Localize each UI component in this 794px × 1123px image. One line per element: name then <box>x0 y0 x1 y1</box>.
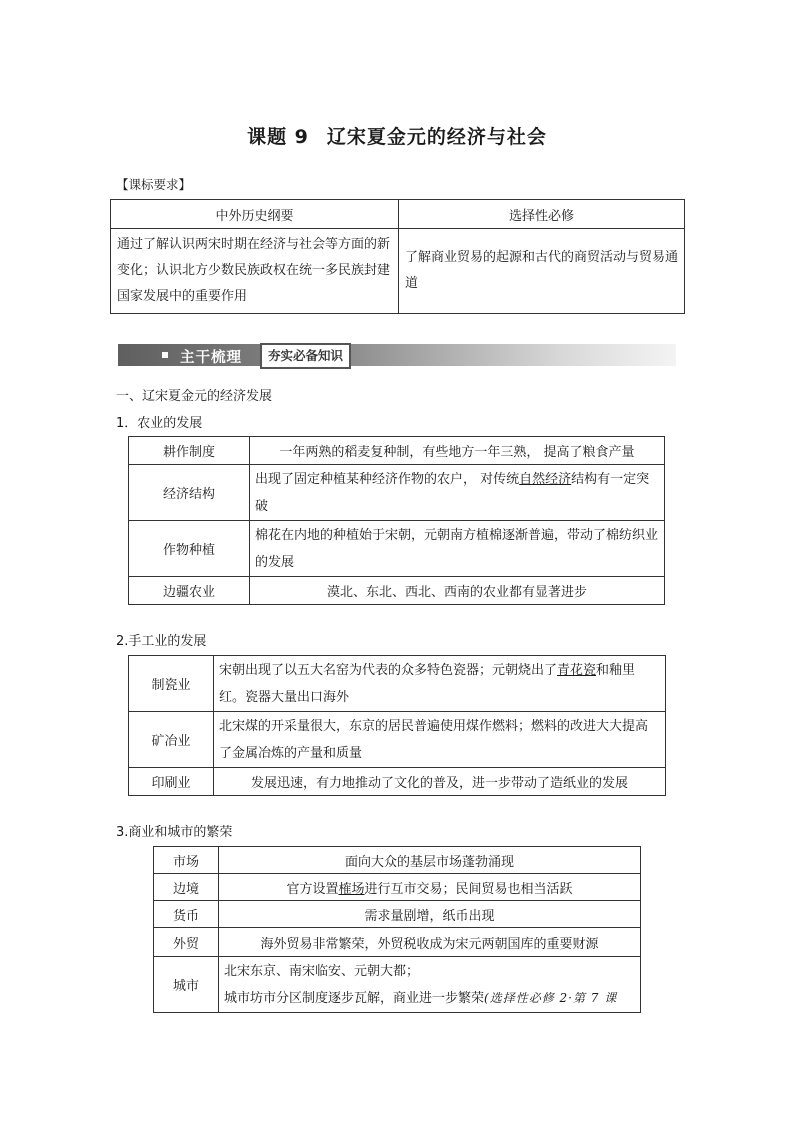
section1-heading: 一、辽宋夏金元的经济发展 <box>116 389 273 404</box>
row-label: 制瓷业 <box>129 656 214 712</box>
table-row <box>129 712 666 768</box>
row-label: 经济结构 <box>129 465 250 521</box>
requirements-label: 【课标要求】 <box>116 177 192 192</box>
agri-table <box>128 436 665 605</box>
table-row <box>129 577 665 605</box>
text-part: 宋朝出现了以五大名窑为代表的众多特色瓷器；元朝烧出了 <box>219 662 558 678</box>
requirements-elective-text: 了解商业贸易的起源和古代的商贸活动与贸易通道 <box>399 229 685 314</box>
row-label: 耕作制度 <box>129 437 250 465</box>
table-row <box>154 901 641 928</box>
table-row <box>129 656 666 712</box>
row-text: 海外贸易非常繁荣，外贸税收成为宋元两朝国库的重要财源 <box>219 928 641 957</box>
text-part: 和釉里红。瓷器大量出口海外 <box>219 662 636 705</box>
text-part: 官方设置 <box>286 881 339 897</box>
text-line: 北宋东京、南宋临安、元朝大都； <box>224 963 420 979</box>
row-label: 印刷业 <box>129 768 214 796</box>
row-text <box>219 874 641 901</box>
row-label: 城市 <box>154 957 219 1013</box>
table-row <box>129 437 665 465</box>
row-text <box>219 957 641 1013</box>
row-label: 边疆农业 <box>129 577 250 605</box>
requirements-outline-text: 通过了解认识两宋时期在经济与社会等方面的新变化；认识北方少数民族政权在统一多民族封建国家发展中的重要作用 <box>111 229 399 314</box>
table-row <box>129 465 665 521</box>
commerce-heading: 3.商业和城市的繁荣 <box>116 825 233 840</box>
row-text: 面向大众的基层市场蓬勃涌现 <box>219 847 641 874</box>
lesson-number: 课题 9 <box>247 126 309 148</box>
underlined-term: 榷场 <box>338 881 365 897</box>
underlined-term: 青花瓷 <box>557 662 597 678</box>
table-row <box>154 957 641 1013</box>
row-label: 货币 <box>154 901 219 928</box>
banner-main-label: 主干梳理 <box>180 350 242 366</box>
table-row <box>129 521 665 577</box>
row-label: 矿冶业 <box>129 712 214 768</box>
row-label: 市场 <box>154 847 219 874</box>
row-text: 漠北、东北、西北、西南的农业都有显著进步 <box>250 577 665 605</box>
text-part: 进行互市交易；民间贸易也相当活跃 <box>364 881 573 897</box>
banner-square-icon <box>162 352 168 358</box>
page-title <box>0 122 794 149</box>
lesson-title: 辽宋夏金元的经济与社会 <box>326 126 547 148</box>
textbook-reference: (选择性必修 2·第 7 课 <box>484 990 618 1005</box>
table-row <box>154 874 641 901</box>
requirements-header-outline: 中外历史纲要 <box>111 200 399 229</box>
row-label: 作物种植 <box>129 521 250 577</box>
row-text <box>250 465 665 521</box>
requirements-header-elective: 选择性必修 <box>399 200 685 229</box>
row-text: 北宋煤的开采量很大，东京的居民普遍使用煤作燃料；燃料的改进大大提高了金属冶炼的产量和质量 <box>214 712 666 768</box>
text-line: 城市坊市分区制度逐步瓦解，商业进一步繁荣 <box>224 990 485 1006</box>
underlined-term: 自然经济 <box>519 471 572 487</box>
row-text: 需求量剧增，纸币出现 <box>219 901 641 928</box>
requirements-table <box>110 199 685 314</box>
row-label: 边境 <box>154 874 219 901</box>
craft-heading: 2.手工业的发展 <box>116 634 207 649</box>
agri-heading: 1．农业的发展 <box>116 416 203 431</box>
row-text: 发展迅速，有力地推动了文化的普及，进一步带动了造纸业的发展 <box>214 768 666 796</box>
text-part: 结构有一定突破 <box>255 471 650 514</box>
table-row <box>154 847 641 874</box>
banner-sub-label: 夯实必备知识 <box>260 343 351 369</box>
text-part: 出现了固定种植某种经济作物的农户， 对传统 <box>255 471 520 487</box>
section-banner <box>118 342 676 368</box>
row-label: 外贸 <box>154 928 219 957</box>
commerce-table <box>153 846 641 1013</box>
row-text <box>214 656 666 712</box>
table-row <box>154 928 641 957</box>
craft-table <box>128 655 666 796</box>
table-row <box>129 768 666 796</box>
row-text: 一年两熟的稻麦复种制，有些地方一年三熟， 提高了粮食产量 <box>250 437 665 465</box>
row-text: 棉花在内地的种植始于宋朝，元朝南方植棉逐渐普遍，带动了棉纺织业的发展 <box>250 521 665 577</box>
